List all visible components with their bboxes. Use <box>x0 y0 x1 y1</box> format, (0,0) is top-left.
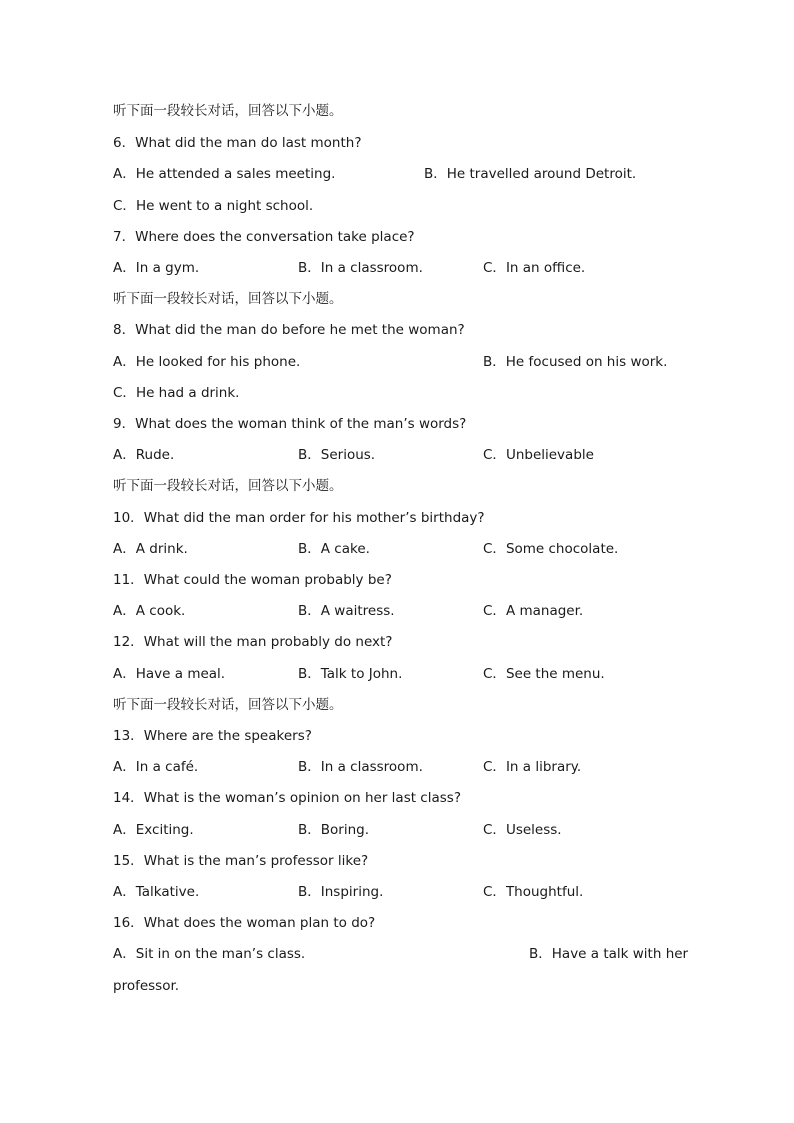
option-letter: C． <box>483 666 506 682</box>
option-letter: C． <box>113 198 136 214</box>
option-letter: A． <box>113 603 136 619</box>
option-8c[interactable] <box>113 384 239 402</box>
question-number: 16． <box>113 915 144 931</box>
question-12 <box>113 633 392 651</box>
option-letter: C． <box>483 822 506 838</box>
question-text: What does the woman think of the man’s words? <box>135 416 467 432</box>
option-7c[interactable] <box>483 259 585 277</box>
option-13b[interactable] <box>298 758 423 776</box>
question-number: 13． <box>113 728 144 744</box>
option-14b[interactable] <box>298 821 369 839</box>
option-text: Have a talk with her <box>551 946 689 962</box>
option-11b[interactable] <box>298 602 395 620</box>
option-letter: C． <box>483 260 506 276</box>
option-text: Have a meal. <box>135 666 226 682</box>
option-11a[interactable] <box>113 602 185 620</box>
option-15c[interactable] <box>483 883 583 901</box>
option-text: Thoughtful. <box>505 884 584 900</box>
option-16a[interactable] <box>113 945 305 963</box>
option-text: He focused on his work. <box>505 354 668 370</box>
question-14 <box>113 789 461 807</box>
option-9a[interactable] <box>113 446 174 464</box>
option-letter: A． <box>113 354 136 370</box>
option-letter: A． <box>113 260 136 276</box>
question-10 <box>113 509 485 527</box>
question-text: Where does the conversation take place? <box>135 229 415 245</box>
option-15b[interactable] <box>298 883 383 901</box>
option-10c[interactable] <box>483 540 618 558</box>
option-text: A cook. <box>135 603 186 619</box>
option-text: He travelled around Detroit. <box>446 166 637 182</box>
option-10a[interactable] <box>113 540 188 558</box>
option-text: In a library. <box>505 759 582 775</box>
option-letter: A． <box>113 666 136 682</box>
question-number: 6． <box>113 135 136 151</box>
option-6a[interactable] <box>113 165 335 183</box>
question-number: 12． <box>113 634 144 650</box>
question-number: 9． <box>113 416 136 432</box>
option-letter: B． <box>298 260 321 276</box>
option-text: Inspiring. <box>320 884 384 900</box>
option-text: Useless. <box>505 822 562 838</box>
question-11 <box>113 571 392 589</box>
option-text: Rude. <box>135 447 175 463</box>
option-16b[interactable] <box>529 945 688 963</box>
option-11c[interactable] <box>483 602 583 620</box>
option-letter: C． <box>483 603 506 619</box>
question-number: 7． <box>113 229 136 245</box>
option-letter: A． <box>113 759 136 775</box>
option-9b[interactable] <box>298 446 375 464</box>
option-text: In a café. <box>135 759 199 775</box>
question-number: 14． <box>113 790 144 806</box>
question-text: What did the man order for his mother’s birthday? <box>143 510 485 526</box>
question-9 <box>113 415 466 433</box>
question-text: Where are the speakers? <box>143 728 312 744</box>
question-number: 11． <box>113 572 144 588</box>
section-heading: 听下面一段较长对话，回答以下小题。 <box>113 103 343 119</box>
question-6 <box>113 134 362 152</box>
section-heading: 听下面一段较长对话，回答以下小题。 <box>113 478 343 494</box>
question-number: 10． <box>113 510 144 526</box>
question-text: What is the man’s professor like? <box>143 853 369 869</box>
option-14c[interactable] <box>483 821 562 839</box>
option-16b-continued[interactable] <box>113 977 179 995</box>
option-text: He went to a night school. <box>135 198 314 214</box>
option-15a[interactable] <box>113 883 199 901</box>
option-text: A cake. <box>320 541 370 557</box>
option-text: He looked for his phone. <box>135 354 301 370</box>
option-8a[interactable] <box>113 353 300 371</box>
option-text: He attended a sales meeting. <box>135 166 336 182</box>
option-14a[interactable] <box>113 821 194 839</box>
option-text: A manager. <box>505 603 584 619</box>
option-text: In a classroom. <box>320 260 423 276</box>
option-12c[interactable] <box>483 665 605 683</box>
option-text: A drink. <box>135 541 188 557</box>
option-12b[interactable] <box>298 665 402 683</box>
option-13c[interactable] <box>483 758 581 776</box>
option-letter: A． <box>113 447 136 463</box>
option-letter: B． <box>298 666 321 682</box>
option-letter: B． <box>529 946 552 962</box>
question-8 <box>113 321 465 339</box>
option-text: See the menu. <box>505 666 605 682</box>
option-letter: C． <box>483 759 506 775</box>
option-text: He had a drink. <box>135 385 240 401</box>
question-text: What could the woman probably be? <box>143 572 392 588</box>
option-text: Talk to John. <box>320 666 403 682</box>
option-letter: C． <box>113 385 136 401</box>
option-text: Serious. <box>320 447 376 463</box>
section-heading: 听下面一段较长对话，回答以下小题。 <box>113 291 343 307</box>
option-7a[interactable] <box>113 259 199 277</box>
question-15 <box>113 852 368 870</box>
option-6b[interactable] <box>424 165 636 183</box>
option-letter: B． <box>298 603 321 619</box>
option-letter: B． <box>298 541 321 557</box>
option-6c[interactable] <box>113 197 313 215</box>
option-letter: B． <box>298 822 321 838</box>
question-text: What did the man do before he met the woman? <box>135 322 465 338</box>
question-number: 8． <box>113 322 136 338</box>
option-letter: C． <box>483 541 506 557</box>
option-letter: A． <box>113 541 136 557</box>
question-text: What does the woman plan to do? <box>143 915 376 931</box>
option-letter: B． <box>424 166 447 182</box>
option-letter: A． <box>113 946 136 962</box>
option-9c[interactable] <box>483 446 594 464</box>
option-7b[interactable] <box>298 259 423 277</box>
option-12a[interactable] <box>113 665 225 683</box>
option-text: A waitress. <box>320 603 395 619</box>
section-heading: 听下面一段较长对话，回答以下小题。 <box>113 697 343 713</box>
question-7 <box>113 228 415 246</box>
question-text: What did the man do last month? <box>135 135 362 151</box>
question-text: What will the man probably do next? <box>143 634 393 650</box>
option-10b[interactable] <box>298 540 370 558</box>
option-text: Boring. <box>320 822 370 838</box>
option-letter: B． <box>298 447 321 463</box>
option-text: Sit in on the man’s class. <box>135 946 306 962</box>
option-letter: A． <box>113 166 136 182</box>
option-letter: B． <box>298 759 321 775</box>
option-text: professor. <box>113 978 180 994</box>
question-16 <box>113 914 375 932</box>
option-text: Some chocolate. <box>505 541 619 557</box>
option-letter: C． <box>483 884 506 900</box>
option-text: Talkative. <box>135 884 200 900</box>
option-letter: C． <box>483 447 506 463</box>
option-text: In a gym. <box>135 260 200 276</box>
option-13a[interactable] <box>113 758 198 776</box>
question-number: 15． <box>113 853 144 869</box>
option-8b[interactable] <box>483 353 667 371</box>
option-letter: B． <box>298 884 321 900</box>
option-letter: A． <box>113 822 136 838</box>
option-text: Unbelievable <box>505 447 594 463</box>
option-letter: B． <box>483 354 506 370</box>
question-text: What is the woman’s opinion on her last class? <box>143 790 461 806</box>
question-13 <box>113 727 312 745</box>
option-letter: A． <box>113 884 136 900</box>
option-text: In an office. <box>505 260 586 276</box>
option-text: In a classroom. <box>320 759 423 775</box>
option-text: Exciting. <box>135 822 194 838</box>
